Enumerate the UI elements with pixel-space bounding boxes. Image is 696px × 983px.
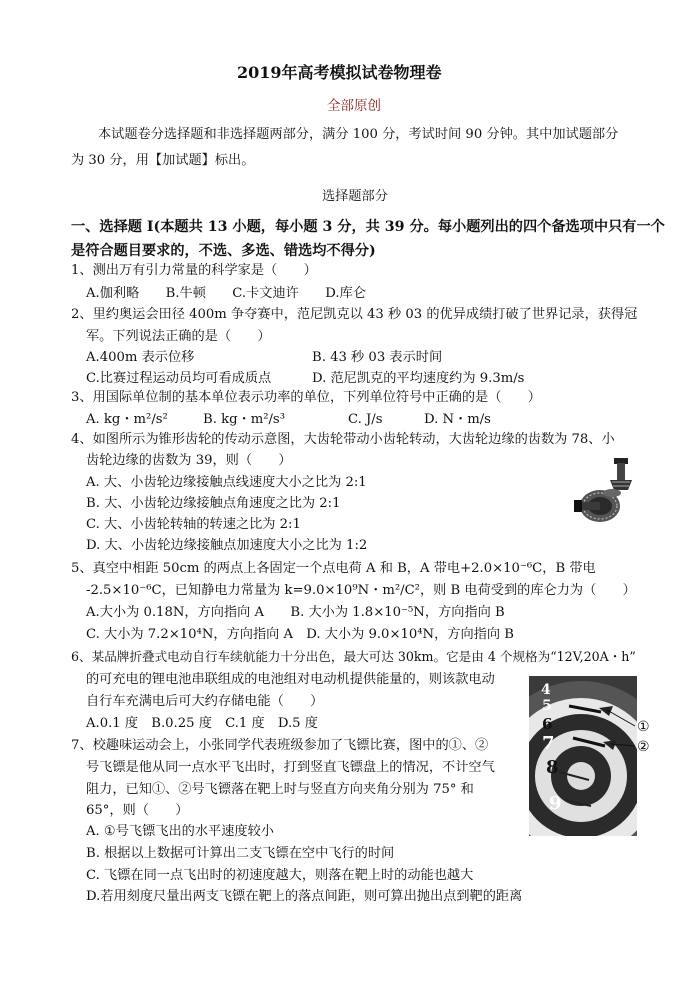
- part1-heading-line-1: 一、选择题 I(本题共 13 小题，每小题 3 分，共 39 分。每小题列出的四个备选项中只有一个: [71, 219, 665, 235]
- q2-stem-line-2: 军。下列说法正确的是（ ）: [86, 329, 271, 344]
- dart-label-2: ②: [637, 739, 650, 755]
- q2-option-d: D. 范尼凯克的平均速度约为 9.3m/s: [312, 371, 525, 386]
- q3-option-a: A. kg・m²/s²: [86, 412, 168, 427]
- q5-stem-line-1: 5、真空中相距 50cm 的两点上各固定一个点电荷 A 和 B，A 带电+2.0×10⁻⁶C，B 带电: [71, 561, 596, 576]
- q4-option-b: B. 大、小齿轮边缘接触点角速度之比为 2:1: [86, 496, 341, 511]
- q5-options-ab: A.大小为 0.18N，方向指向 A B. 大小为 1.8×10⁻⁵N，方向指向 B: [86, 605, 505, 620]
- dartboard-number: 9: [549, 793, 562, 814]
- q7-option-a: A. ①号飞镖飞出的水平速度较小: [86, 824, 274, 839]
- q4-option-c: C. 大、小齿轮转轴的转速之比为 2:1: [86, 517, 301, 532]
- dartboard-number: 6: [542, 715, 553, 733]
- q7-stem-line-1: 7、校趣味运动会上，小张同学代表班级参加了飞镖比赛，图中的①、②: [71, 738, 489, 753]
- q7-option-b: B. 根据以上数据可计算出二支飞镖在空中飞行的时间: [86, 846, 395, 861]
- q7-option-c: C. 飞镖在同一点飞出时的初速度越大，则落在靶上时的动能也越大: [86, 868, 474, 883]
- q6-options: A.0.1 度 B.0.25 度 C.1 度 D.5 度: [86, 716, 318, 731]
- part1-heading-line-2: 是符合题目要求的，不选、多选、错选均不得分): [71, 243, 376, 259]
- dartboard-number: 4: [541, 682, 551, 698]
- page-title: 2019年高考模拟试卷物理卷: [237, 63, 442, 82]
- q7-stem-line-3: 阻力，已知①、②号飞镖落在靶上时与竖直方向夹角分别为 75° 和: [86, 782, 474, 797]
- q3-stem: 3、用国际单位制的基本单位表示功率的单位，下列单位符号中正确的是（ ）: [71, 390, 541, 405]
- q4-option-a: A. 大、小齿轮边缘接触点线速度大小之比为 2:1: [86, 475, 367, 490]
- q6-stem-line-1: 6、某品牌折叠式电动自行车续航能力十分出色，最大可达 30km。它是由 4 个规格为“12V,20A・h”: [71, 649, 636, 664]
- q7-option-d: D.若用刻度尺量出两支飞镖在靶上的落点间距，则可算出抛出点到靶的距离: [86, 889, 523, 904]
- intro-line-1: 本试题卷分选择题和非选择题两部分，满分 100 分，考试时间 90 分钟。其中加试题部分: [98, 127, 619, 142]
- q4-stem-line-2: 齿轮边缘的齿数为 39，则（ ）: [86, 453, 292, 468]
- q5-stem-line-2: -2.5×10⁻⁶C，已知静电力常量为 k=9.0×10⁹N・m²/C²，则 B 电荷受到的库仑力为（ ）: [86, 583, 636, 598]
- q5-options-cd: C. 大小为 7.2×10⁴N，方向指向 A D. 大小为 9.0×10⁴N，方向指向 B: [86, 627, 514, 642]
- dartboard-number: 5: [542, 698, 552, 714]
- page-subtitle: 全部原创: [327, 98, 381, 114]
- q6-stem-line-2: 的可充电的锂电池串联组成的电池组对电动机提供能量的，则该款电动: [86, 672, 495, 687]
- q4-option-d: D. 大、小齿轮边缘接触点加速度大小之比为 1:2: [86, 538, 368, 553]
- q3-option-c: C. J/s: [348, 412, 383, 427]
- q4-stem-line-1: 4、如图所示为锥形齿轮的传动示意图，大齿轮带动小齿轮转动，大齿轮边缘的齿数为 78、小: [71, 432, 615, 447]
- q2-option-c: C.比赛过程运动员均可看成质点: [86, 371, 272, 386]
- dart-label-1: ①: [637, 719, 650, 735]
- q2-stem-line-1: 2、里约奥运会田径 400m 争夺赛中，范尼凯克以 43 秒 03 的优异成绩打破了世界记录，获得冠: [71, 307, 638, 322]
- bevel-gear-figure: [572, 458, 644, 530]
- section-heading: 选择题部分: [322, 189, 388, 204]
- dartboard-number: 7: [542, 733, 555, 754]
- q1-options: A.伽利略 B.牛顿 C.卡文迪许 D.库仑: [86, 286, 366, 301]
- q3-option-d: D. N・m/s: [424, 412, 491, 427]
- q2-option-a: A.400m 表示位移: [86, 350, 195, 365]
- intro-line-2: 为 30 分，用【加试题】标出。: [71, 153, 255, 168]
- q6-stem-line-3: 自行车充满电后可大约存储电能（ ）: [86, 694, 324, 709]
- q7-stem-line-2: 号飞镖是他从同一点水平飞出时，打到竖直飞镖盘上的情况，不计空气: [86, 760, 495, 775]
- q3-option-b: B. kg・m²/s³: [203, 412, 285, 427]
- dartboard-figure: [529, 676, 669, 836]
- q2-option-b: B. 43 秒 03 表示时间: [312, 350, 443, 365]
- q1-stem: 1、测出万有引力常量的科学家是（ ）: [71, 263, 317, 278]
- dartboard-number: 8: [546, 757, 559, 778]
- q7-stem-line-4: 65°，则（ ）: [86, 803, 189, 818]
